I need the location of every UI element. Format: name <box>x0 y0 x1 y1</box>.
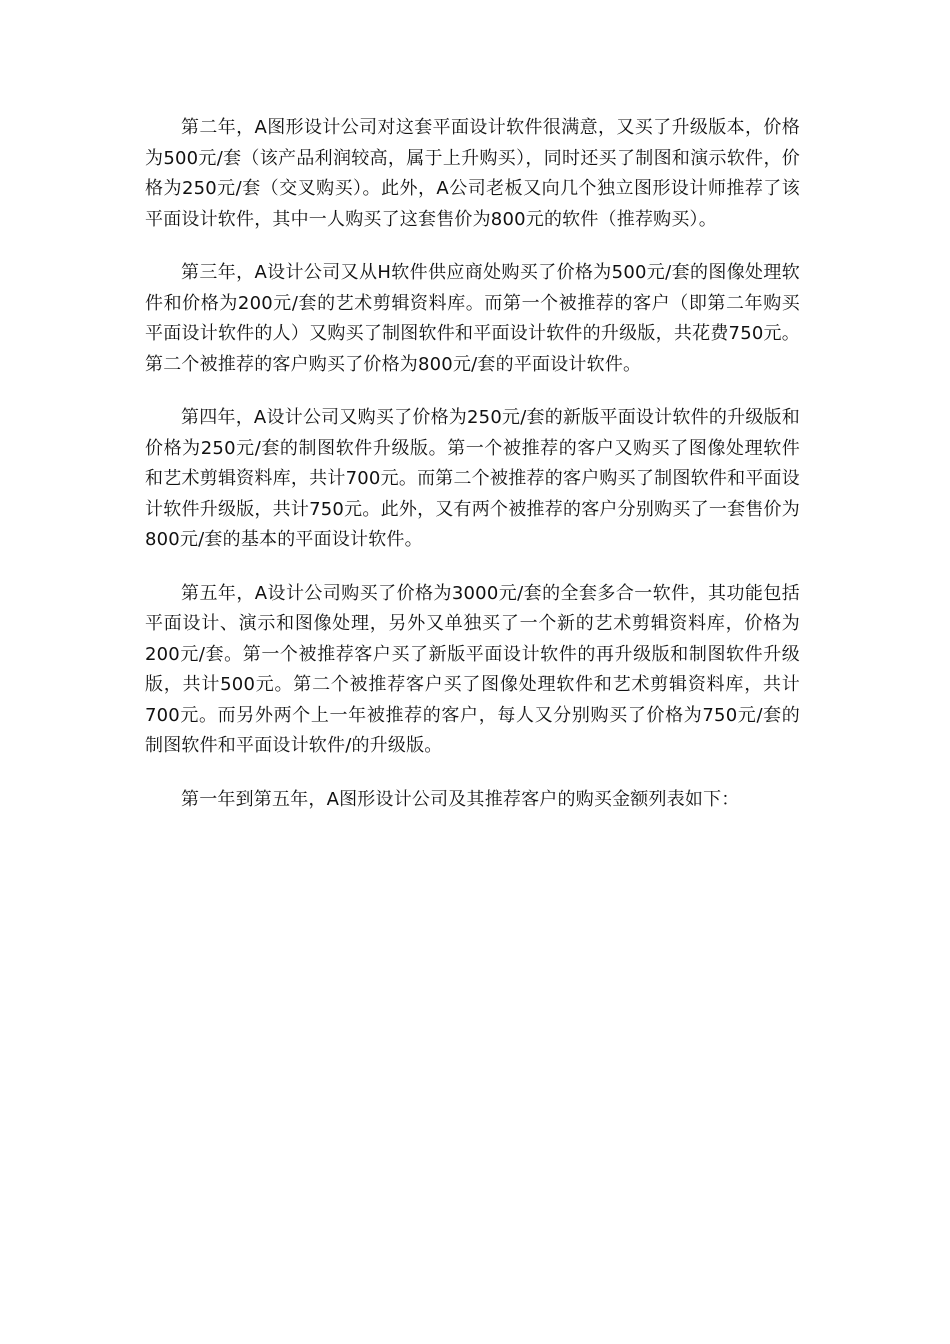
paragraph-year-five: 第五年，A设计公司购买了价格为3000元/套的全套多合一软件，其功能包括平面设计、演示和图像处理，另外又单独买了一个新的艺术剪辑资料库，价格为200元/套。第一个被推荐客户买了新版平面设计软件的再升级版和制图软件升级版，共计500元。第二个被推荐客户买了图像处理软件和艺术剪辑资料库，共计700元。而另外两个上一年被推荐的客户，每人又分别购买了价格为750元/套的制图软件和平面设计软件/的升级版。 <box>145 582 800 756</box>
paragraph-year-four: 第四年，A设计公司又购买了价格为250元/套的新版平面设计软件的升级版和价格为250元/套的制图软件升级版。第一个被推荐的客户又购买了图像处理软件和艺术剪辑资料库，共计700元。而第二个被推荐的客户购买了制图软件和平面设计软件升级版，共计750元。此外，又有两个被推荐的客户分别购买了一套售价为800元/套的基本的平面设计软件。 <box>145 407 800 550</box>
document-body <box>145 113 800 838</box>
paragraph-year-two: 第二年，A图形设计公司对这套平面设计软件很满意，又买了升级版本，价格为500元/套（该产品利润较高，属于上升购买），同时还买了制图和演示软件，价格为250元/套（交叉购买）。此外，A公司老板又向几个独立图形设计师推荐了该平面设计软件，其中一人购买了这套售价为800元的软件（推荐购买）。 <box>145 117 800 230</box>
paragraph-year-three: 第三年，A设计公司又从H软件供应商处购买了价格为500元/套的图像处理软件和价格为200元/套的艺术剪辑资料库。而第一个被推荐的客户（即第二年购买平面设计软件的人）又购买了制图软件和平面设计软件的升级版，共花费750元。第二个被推荐的客户购买了价格为800元/套的平面设计软件。 <box>145 262 800 375</box>
paragraph-summary-intro: 第一年到第五年，A图形设计公司及其推荐客户的购买金额列表如下： <box>181 788 740 810</box>
